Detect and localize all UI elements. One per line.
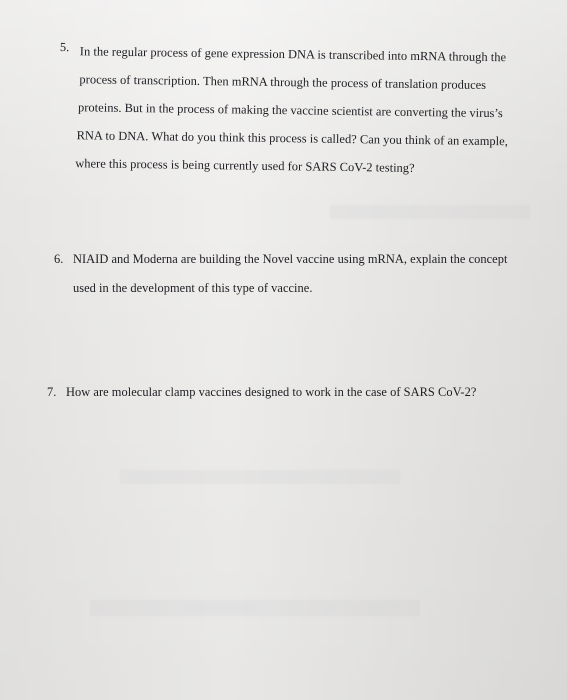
show-through-blur <box>90 600 420 616</box>
question-number: 7. <box>47 385 57 399</box>
question-text-line: proteins. But in the process of making the vaccine scientist are converting the virus’s <box>77 100 503 121</box>
question-text-line: How are molecular clamp vaccines designed to work in the case of SARS CoV-2? <box>66 385 477 399</box>
question-number: 5. <box>59 40 70 55</box>
question-text-line: where this process is being currently used for SARS CoV-2 testing? <box>75 156 415 175</box>
question-text-line: RNA to DNA. What do you think this process is called? Can you think of an example, <box>76 128 509 149</box>
question-text-line: NIAID and Moderna are building the Novel vaccine using mRNA, explain the concept <box>73 252 508 266</box>
question-text-line: used in the development of this type of vaccine. <box>73 281 313 295</box>
question-text-line: process of transcription. Then mRNA through the process of translation produces <box>79 72 487 92</box>
show-through-blur <box>120 470 400 484</box>
question-text-line: In the regular process of gene expression DNA is transcribed into mRNA through the <box>79 44 507 65</box>
question-number: 6. <box>54 252 64 266</box>
